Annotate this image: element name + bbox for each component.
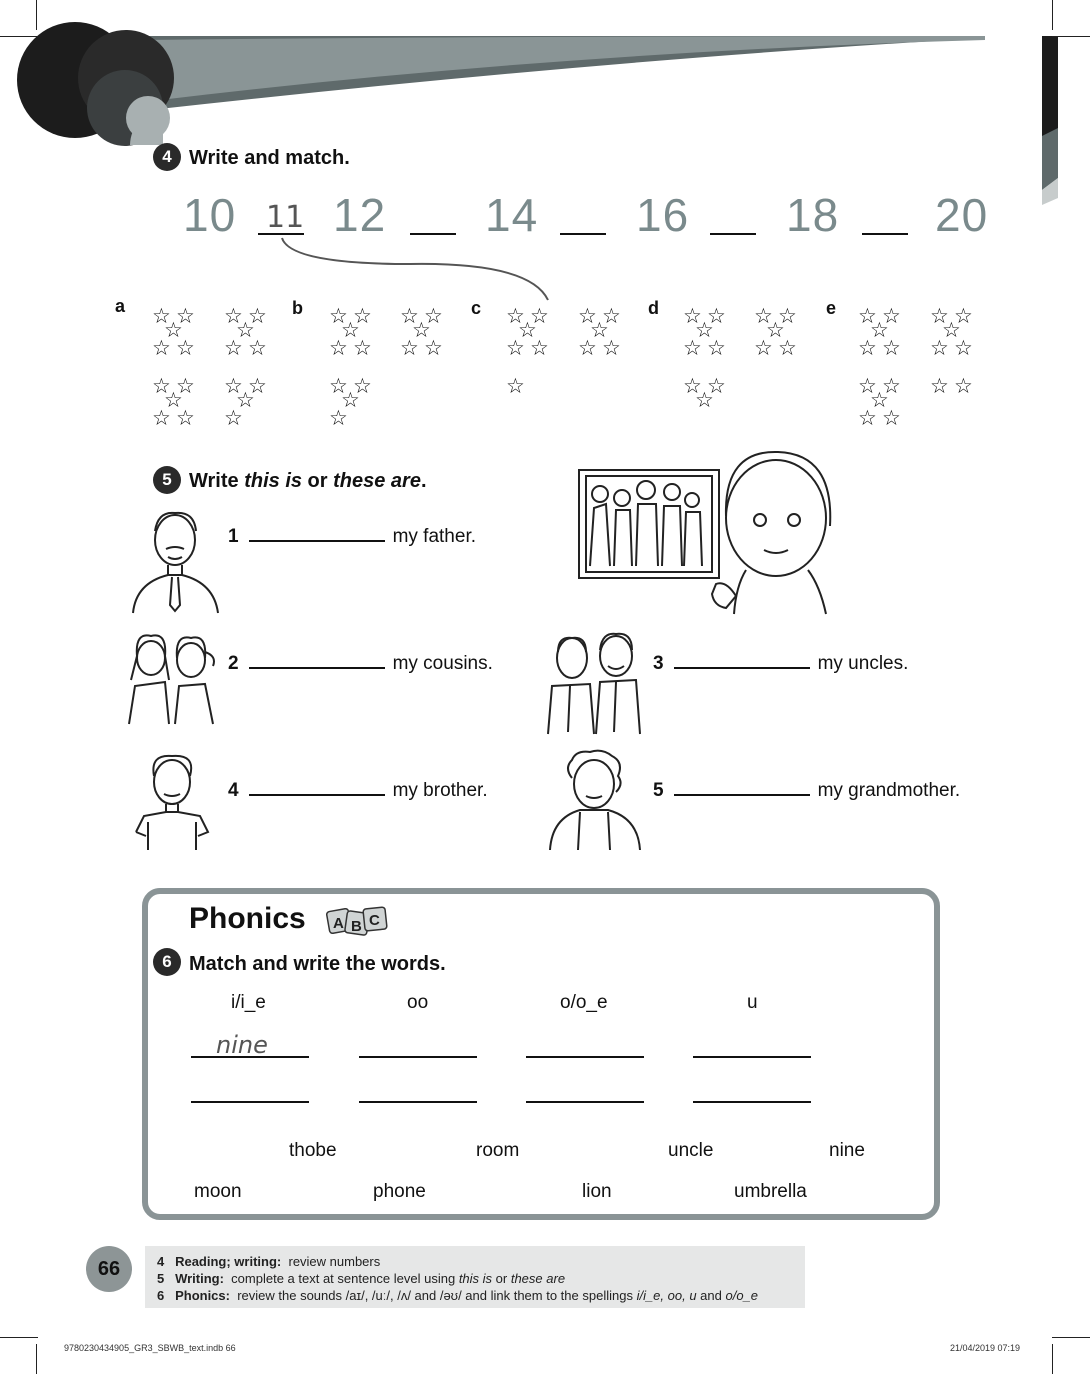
badge-letter: A <box>333 915 344 932</box>
star-icon: ☆ <box>329 374 348 398</box>
star-icon: ☆ <box>176 406 195 430</box>
title-part: . <box>420 470 427 492</box>
star-icon: ☆ <box>329 406 348 430</box>
star-icon: ☆ <box>766 318 785 342</box>
sequence-blank-4[interactable] <box>710 233 756 235</box>
word-thobe: thobe <box>289 1140 337 1161</box>
exercise-5-title <box>189 470 427 493</box>
star-icon: ☆ <box>695 388 714 412</box>
star-icon: ☆ <box>707 374 726 398</box>
example-match-line <box>270 236 560 306</box>
star-icon: ☆ <box>858 406 877 430</box>
crop-mark <box>36 0 37 30</box>
father-illustration <box>128 505 223 615</box>
cousins-illustration <box>125 632 220 727</box>
sequence-number-18: 18 <box>786 189 840 241</box>
star-icon: ☆ <box>754 336 773 360</box>
star-icon: ☆ <box>590 318 609 342</box>
answer-blank-1[interactable] <box>249 540 385 542</box>
star-icon: ☆ <box>882 336 901 360</box>
sentence-number: 5 <box>653 780 664 801</box>
heading-i-ie: i/i_e <box>231 992 266 1013</box>
star-icon: ☆ <box>578 304 597 328</box>
note-italic: these are <box>510 1271 566 1286</box>
star-icon: ☆ <box>870 318 889 342</box>
star-icon: ☆ <box>248 304 267 328</box>
title-part: or <box>302 470 334 492</box>
note-label: Reading; writing: <box>175 1254 282 1269</box>
exercise-4-number: 4 <box>153 143 181 171</box>
star-icon: ☆ <box>578 336 597 360</box>
star-icon: ☆ <box>707 336 726 360</box>
star-icon: ☆ <box>518 318 537 342</box>
star-icon: ☆ <box>400 336 419 360</box>
note-num: 4 <box>157 1254 165 1269</box>
star-icon: ☆ <box>858 336 877 360</box>
badge-letter: C <box>369 912 380 929</box>
sequence-number-12: 12 <box>333 189 387 241</box>
star-icon: ☆ <box>164 388 183 412</box>
star-icon: ☆ <box>754 304 773 328</box>
star-icon: ☆ <box>858 374 877 398</box>
star-icon: ☆ <box>412 318 431 342</box>
girl-with-family-photo-illustration <box>576 446 841 616</box>
star-icon: ☆ <box>400 304 419 328</box>
star-icon: ☆ <box>224 304 243 328</box>
group-letter-b: b <box>292 298 303 318</box>
group-letter-c: c <box>471 298 482 318</box>
star-icon: ☆ <box>942 318 961 342</box>
sequence-blank-2[interactable] <box>410 233 456 235</box>
grandmother-illustration <box>546 748 644 852</box>
sentence-2 <box>228 653 493 675</box>
answer-blank-5[interactable] <box>674 794 810 796</box>
star-icon: ☆ <box>248 374 267 398</box>
group-letter-d: d <box>648 298 659 318</box>
crop-mark <box>1052 1337 1090 1338</box>
word-nine: nine <box>829 1140 865 1161</box>
star-icon: ☆ <box>164 318 183 342</box>
sequence-blank-3[interactable] <box>560 233 606 235</box>
note-line-5 <box>157 1271 565 1286</box>
star-icon: ☆ <box>224 336 243 360</box>
sentence-number: 2 <box>228 653 239 674</box>
badge-letter: B <box>351 918 362 935</box>
note-italic: this is <box>458 1271 493 1286</box>
phonics-blank-2-3[interactable] <box>526 1101 644 1103</box>
exercise-4-title: Write and match. <box>189 147 350 169</box>
star-icon: ☆ <box>683 374 702 398</box>
brother-illustration <box>132 752 212 852</box>
note-text: or <box>492 1271 511 1286</box>
star-icon: ☆ <box>329 336 348 360</box>
note-text: review numbers <box>288 1254 381 1269</box>
star-icon: ☆ <box>930 374 949 398</box>
star-icon: ☆ <box>152 406 171 430</box>
crop-mark <box>36 1344 37 1374</box>
star-icon: ☆ <box>424 304 443 328</box>
star-icon: ☆ <box>353 304 372 328</box>
crop-mark <box>1052 36 1090 37</box>
sequence-number-20: 20 <box>935 189 989 241</box>
note-label: Writing: <box>175 1271 224 1286</box>
sequence-number-10: 10 <box>183 189 237 241</box>
note-num: 5 <box>157 1271 165 1286</box>
exercise-6-number: 6 <box>153 948 181 976</box>
answer-blank-2[interactable] <box>249 667 385 669</box>
page-number: 66 <box>86 1246 132 1292</box>
star-icon: ☆ <box>954 304 973 328</box>
star-icon: ☆ <box>424 336 443 360</box>
note-line-6 <box>157 1288 758 1303</box>
uncles-illustration <box>544 632 644 736</box>
phonics-example-answer: nine <box>216 1031 268 1059</box>
answer-blank-3[interactable] <box>674 667 810 669</box>
crop-mark <box>1052 1344 1053 1374</box>
star-icon: ☆ <box>506 336 525 360</box>
phonics-blank-1-2[interactable] <box>359 1056 477 1058</box>
exercise-5-number: 5 <box>153 466 181 494</box>
slug-filename: 9780230434905_GR3_SBWB_text.indb 66 <box>64 1343 236 1353</box>
star-icon: ☆ <box>954 336 973 360</box>
star-icon: ☆ <box>695 318 714 342</box>
phonics-blank-1-3[interactable] <box>526 1056 644 1058</box>
star-icon: ☆ <box>778 304 797 328</box>
crop-mark <box>0 36 38 37</box>
star-icon: ☆ <box>778 336 797 360</box>
sentence-3 <box>653 653 908 675</box>
sentence-text: my father. <box>392 526 476 547</box>
star-icon: ☆ <box>602 336 621 360</box>
star-icon: ☆ <box>506 304 525 328</box>
sentence-number: 1 <box>228 526 239 547</box>
star-icon: ☆ <box>353 336 372 360</box>
word-umbrella: umbrella <box>734 1181 807 1202</box>
star-icon: ☆ <box>353 374 372 398</box>
star-icon: ☆ <box>224 406 243 430</box>
star-icon: ☆ <box>530 304 549 328</box>
example-answer: 11 <box>266 200 305 235</box>
star-icon: ☆ <box>176 336 195 360</box>
note-label: Phonics: <box>175 1288 230 1303</box>
star-icon: ☆ <box>329 304 348 328</box>
title-part: this is <box>244 470 302 492</box>
star-icon: ☆ <box>224 374 243 398</box>
star-icon: ☆ <box>236 318 255 342</box>
star-icon: ☆ <box>341 318 360 342</box>
sequence-blank-5[interactable] <box>862 233 908 235</box>
word-lion: lion <box>582 1181 612 1202</box>
star-icon: ☆ <box>858 304 877 328</box>
answer-blank-4[interactable] <box>249 794 385 796</box>
note-italic: i/i_e, oo, u <box>636 1288 697 1303</box>
sentence-5 <box>653 780 960 802</box>
star-icon: ☆ <box>248 336 267 360</box>
slug-date: 21/04/2019 07:19 <box>950 1343 1021 1353</box>
sentence-text: my cousins. <box>392 653 493 674</box>
phonics-blank-2-2[interactable] <box>359 1101 477 1103</box>
star-icon: ☆ <box>176 374 195 398</box>
sequence-number-14: 14 <box>485 189 539 241</box>
phonics-blank-2-1[interactable] <box>191 1101 309 1103</box>
note-text: and <box>696 1288 726 1303</box>
star-icon: ☆ <box>882 374 901 398</box>
phonics-title: Phonics <box>189 902 306 935</box>
exercise-6-title: Match and write the words. <box>189 953 446 975</box>
note-line-4 <box>157 1254 380 1269</box>
star-icon: ☆ <box>506 374 525 398</box>
sentence-text: my brother. <box>392 780 488 801</box>
star-icon: ☆ <box>152 374 171 398</box>
crop-mark <box>1052 0 1053 30</box>
star-icon: ☆ <box>882 304 901 328</box>
sentence-text: my grandmother. <box>817 780 961 801</box>
phonics-blank-2-4[interactable] <box>693 1101 811 1103</box>
word-room: room <box>476 1140 520 1161</box>
note-text: review the sounds /aɪ/, /uː/, /ʌ/ and /əʊ/ and link them to the spellings <box>237 1288 637 1303</box>
heading-o-oe: o/o_e <box>560 992 608 1013</box>
sentence-4 <box>228 780 488 802</box>
sentence-number: 3 <box>653 653 664 674</box>
word-uncle: uncle <box>668 1140 714 1161</box>
word-phone: phone <box>373 1181 426 1202</box>
abc-blocks-icon <box>326 904 390 938</box>
star-icon: ☆ <box>930 336 949 360</box>
crop-mark <box>0 1337 38 1338</box>
phonics-blank-1-1[interactable] <box>191 1056 309 1058</box>
title-part: Write <box>189 470 245 492</box>
note-text: complete a text at sentence level using <box>231 1271 459 1286</box>
word-moon: moon <box>194 1181 242 1202</box>
star-icon: ☆ <box>152 304 171 328</box>
star-icon: ☆ <box>152 336 171 360</box>
star-icon: ☆ <box>683 336 702 360</box>
note-num: 6 <box>157 1288 165 1303</box>
star-icon: ☆ <box>530 336 549 360</box>
star-icon: ☆ <box>176 304 195 328</box>
sentence-1 <box>228 526 476 548</box>
phonics-blank-1-4[interactable] <box>693 1056 811 1058</box>
header-decoration <box>0 0 1090 210</box>
star-icon: ☆ <box>870 388 889 412</box>
star-icon: ☆ <box>882 406 901 430</box>
sentence-text: my uncles. <box>817 653 909 674</box>
heading-u: u <box>747 992 758 1013</box>
group-letter-e: e <box>826 298 837 318</box>
star-icon: ☆ <box>602 304 621 328</box>
star-icon: ☆ <box>236 388 255 412</box>
star-icon: ☆ <box>954 374 973 398</box>
note-italic: o/o_e <box>725 1288 759 1303</box>
sentence-number: 4 <box>228 780 239 801</box>
heading-oo: oo <box>407 992 429 1013</box>
star-icon: ☆ <box>930 304 949 328</box>
sequence-number-16: 16 <box>636 189 690 241</box>
star-icon: ☆ <box>341 388 360 412</box>
title-part: these are <box>333 470 421 492</box>
group-letter-a: a <box>115 296 126 316</box>
star-icon: ☆ <box>683 304 702 328</box>
star-icon: ☆ <box>707 304 726 328</box>
